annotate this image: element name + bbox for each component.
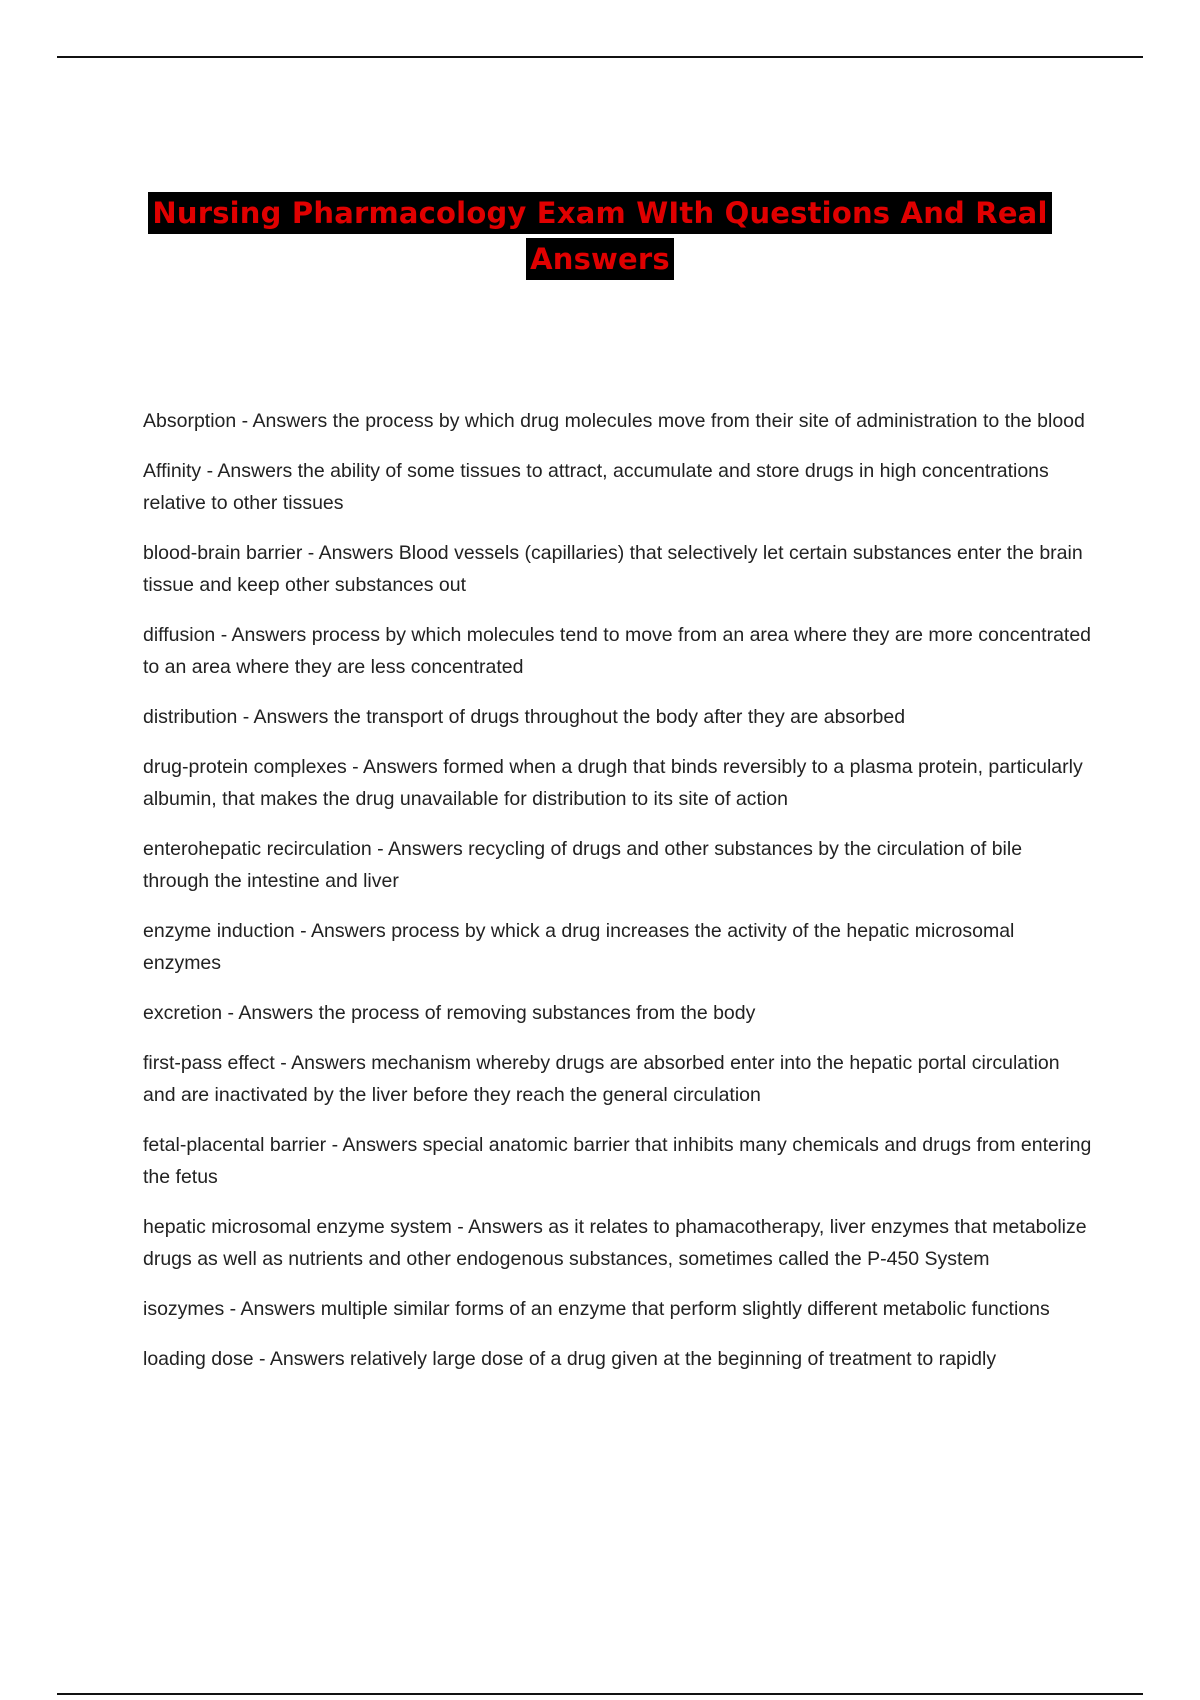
glossary-entry-absorption: Absorption - Answers the process by which drug molecules move from their site of administration to the blood [143, 410, 1085, 432]
document-title [0, 192, 1200, 284]
glossary-entry-first-pass-effect: first-pass effect - Answers mechanism whereby drugs are absorbed enter into the hepatic portal circulation and are inactivated by the liver before they reach the general circulation [143, 1052, 1060, 1106]
glossary-entry-drug-protein-complexes: drug-protein complexes - Answers formed when a drugh that binds reversibly to a plasma protein, particularly albumin, that makes the drug unavailable for distribution to its site of action [143, 756, 1083, 810]
glossary-entry-enterohepatic-recirculation: enterohepatic recirculation - Answers recycling of drugs and other substances by the circulation of bile through the intestine and liver [143, 838, 1023, 892]
glossary-entry-distribution: distribution - Answers the transport of drugs throughout the body after they are absorbed [143, 706, 906, 728]
glossary-entry-isozymes: isozymes - Answers multiple similar forms of an enzyme that perform slightly different metabolic functions [143, 1298, 1050, 1320]
glossary-entry-excretion: excretion - Answers the process of removing substances from the body [143, 1002, 756, 1024]
glossary-entry-hepatic-microsomal-enzyme-system: hepatic microsomal enzyme system - Answers as it relates to phamacotherapy, liver enzymes that metabolize drugs as well as nutrients and other endogenous substances, sometimes called the P-450 System [143, 1216, 1087, 1270]
glossary-entry-enzyme-induction: enzyme induction - Answers process by whick a drug increases the activity of the hepatic microsomal enzymes [143, 920, 1015, 974]
title-line-2: Answers [526, 238, 674, 280]
glossary-entry-fetal-placental-barrier: fetal-placental barrier - Answers special anatomic barrier that inhibits many chemicals and drugs from entering the fetus [143, 1134, 1092, 1188]
bottom-rule [57, 1693, 1143, 1695]
title-line-1: Nursing Pharmacology Exam WIth Questions And Real [148, 192, 1051, 234]
glossary-entry-loading-dose: loading dose - Answers relatively large dose of a drug given at the beginning of treatment to rapidly [143, 1348, 997, 1370]
top-rule [57, 56, 1143, 58]
glossary-entry-affinity: Affinity - Answers the ability of some tissues to attract, accumulate and store drugs in high concentrations relative to other tissues [143, 460, 1049, 514]
glossary-list [143, 405, 1093, 1393]
glossary-entry-diffusion: diffusion - Answers process by which molecules tend to move from an area where they are more concentrated to an area where they are less concentrated [143, 624, 1092, 678]
glossary-entry-blood-brain-barrier: blood-brain barrier - Answers Blood vessels (capillaries) that selectively let certain substances enter the brain tissue and keep other substances out [143, 542, 1083, 596]
